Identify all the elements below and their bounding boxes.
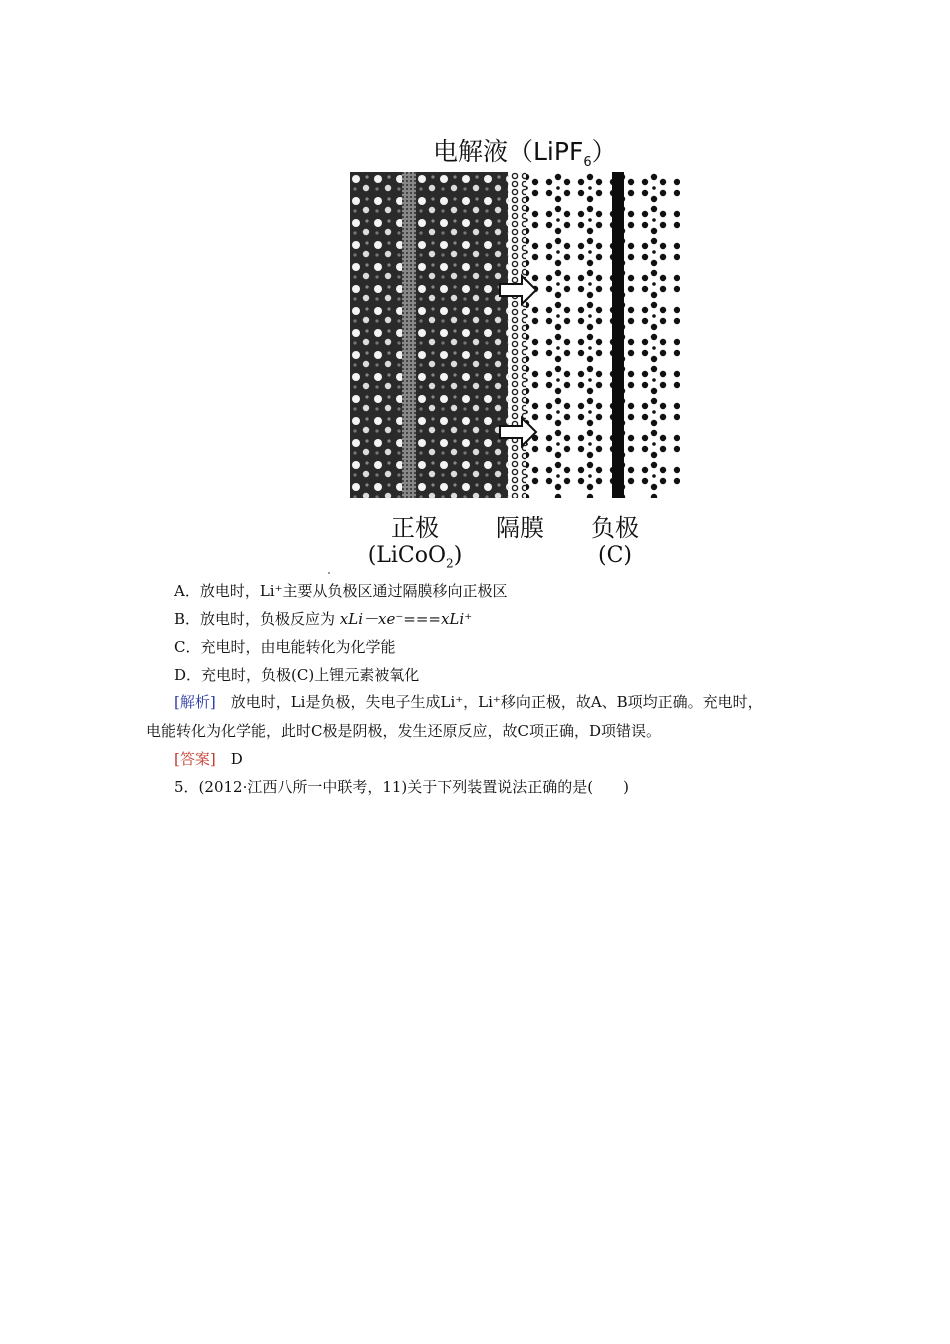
option-b: B．放电时，负极反应为 xLi－xe⁻===xLi⁺ <box>174 610 473 628</box>
answer-line <box>174 749 243 769</box>
negative-electrode-formula: (C) <box>598 543 632 568</box>
option-a: A．放电时，Li⁺主要从负极区通过隔膜移向正极区 <box>174 582 508 600</box>
answer-tag: [答案] <box>174 750 216 768</box>
stray-dot <box>328 572 330 574</box>
analysis-line-1: [解析] 放电时，Li是负极，失电子生成Li⁺，Li⁺移向正极，故A、B项均正确。充电时， <box>174 693 763 711</box>
option-d: D．充电时，负极(C)上锂元素被氧化 <box>174 666 420 684</box>
question-5: 5．(2012·江西八所一中联考，11)关于下列装置说法正确的是( ) <box>174 778 629 796</box>
answer-value: D <box>215 750 243 768</box>
electrode-structure-image <box>350 172 680 498</box>
option-b-formula: xLi－xe⁻===xLi⁺ <box>335 610 473 628</box>
option-c: C．充电时，由电能转化为化学能 <box>174 638 396 656</box>
analysis-line-2: 电能转化为化学能，此时C极是阴极，发生还原反应，故C项正确，D项错误。 <box>146 722 661 740</box>
electrolyte-title: 电解液（LiPF$_6$） <box>433 137 617 170</box>
battery-diagram <box>345 130 685 570</box>
analysis-tag: [解析] <box>174 693 216 711</box>
positive-electrode-label: 正极 (LiCoO$_2$) <box>355 508 475 570</box>
positive-electrode-formula: (LiCoO$_2$) <box>367 543 463 571</box>
negative-electrode-label: 负极 (C) <box>575 508 655 568</box>
separator-label: 隔膜 <box>496 514 544 542</box>
